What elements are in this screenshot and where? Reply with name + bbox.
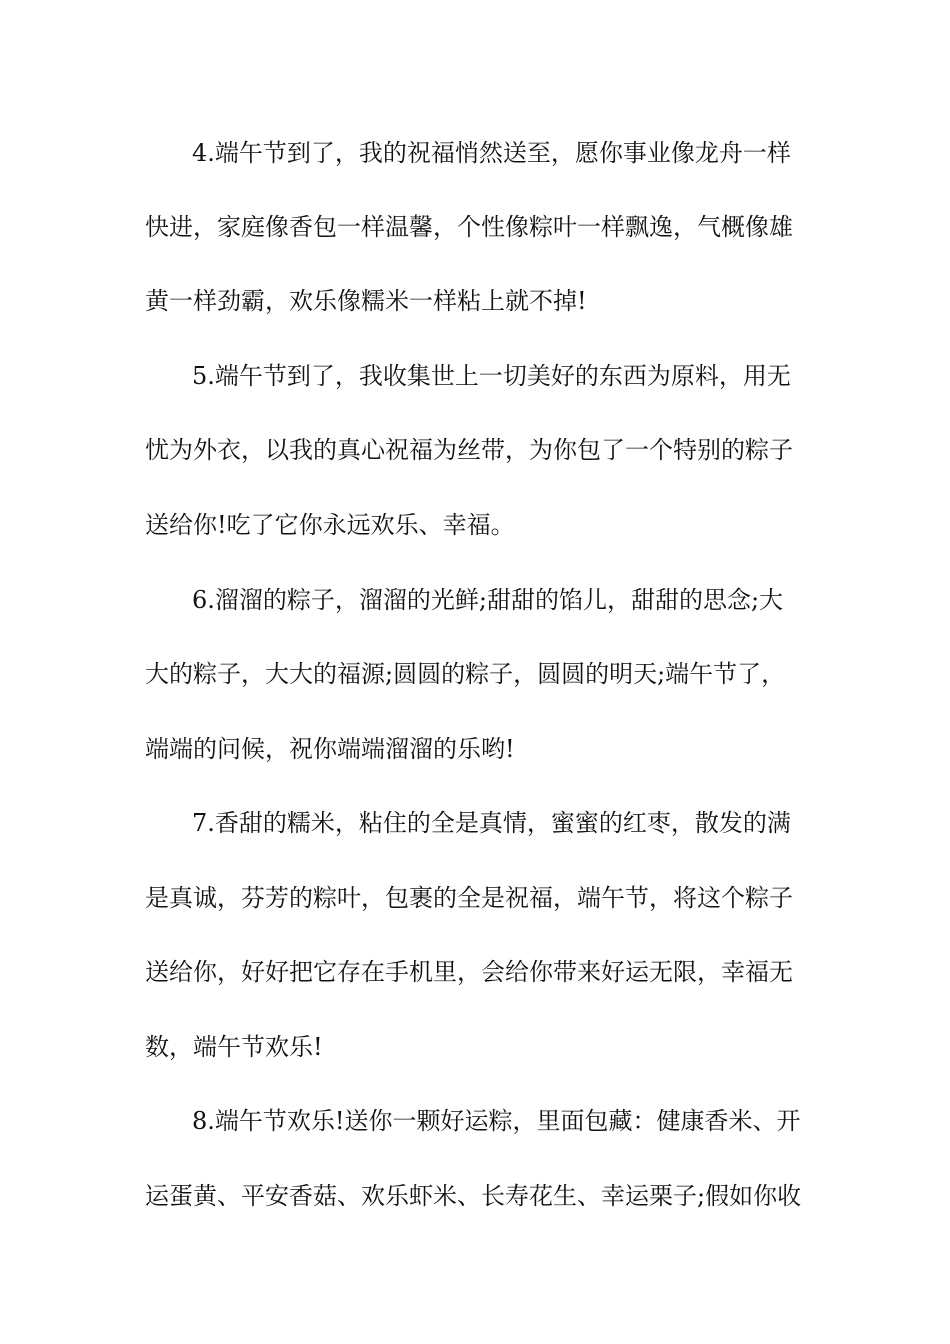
paragraph-8-line-1: 8.端午节欢乐!送你一颗好运粽，里面包藏：健康香米、开 [192, 1107, 801, 1135]
paragraph-6-line-2: 大的粽子，大大的福源;圆圆的粽子，圆圆的明天;端午节了， [145, 660, 786, 688]
paragraph-6-line-3: 端端的问候，祝你端端溜溜的乐哟! [145, 735, 515, 763]
paragraph-7-line-4: 数，端午节欢乐! [145, 1033, 323, 1061]
paragraph-5-line-3: 送给你!吃了它你永远欢乐、幸福。 [145, 511, 515, 539]
paragraph-6-line-1: 6.溜溜的粽子，溜溜的光鲜;甜甜的馅儿，甜甜的思念;大 [192, 586, 784, 614]
paragraph-8-line-2: 运蛋黄、平安香菇、欢乐虾米、长寿花生、幸运栗子;假如你收 [145, 1182, 802, 1210]
paragraph-4-line-1: 4.端午节到了，我的祝福悄然送至，愿你事业像龙舟一样 [192, 139, 791, 167]
paragraph-4-line-3: 黄一样劲霸，欢乐像糯米一样粘上就不掉! [145, 287, 587, 315]
paragraph-7-line-1: 7.香甜的糯米，粘住的全是真情，蜜蜜的红枣，散发的满 [192, 809, 791, 837]
paragraph-5-line-2: 忧为外衣，以我的真心祝福为丝带，为你包了一个特别的粽子 [145, 436, 793, 464]
paragraph-7-line-2: 是真诚，芬芳的粽叶，包裹的全是祝福，端午节，将这个粽子 [145, 884, 793, 912]
paragraph-5-line-1: 5.端午节到了，我收集世上一切美好的东西为原料，用无 [192, 362, 791, 390]
paragraph-7-line-3: 送给你，好好把它存在手机里，会给你带来好运无限，幸福无 [145, 958, 793, 986]
paragraph-4-line-2: 快进，家庭像香包一样温馨，个性像粽叶一样飘逸，气概像雄 [145, 213, 793, 241]
